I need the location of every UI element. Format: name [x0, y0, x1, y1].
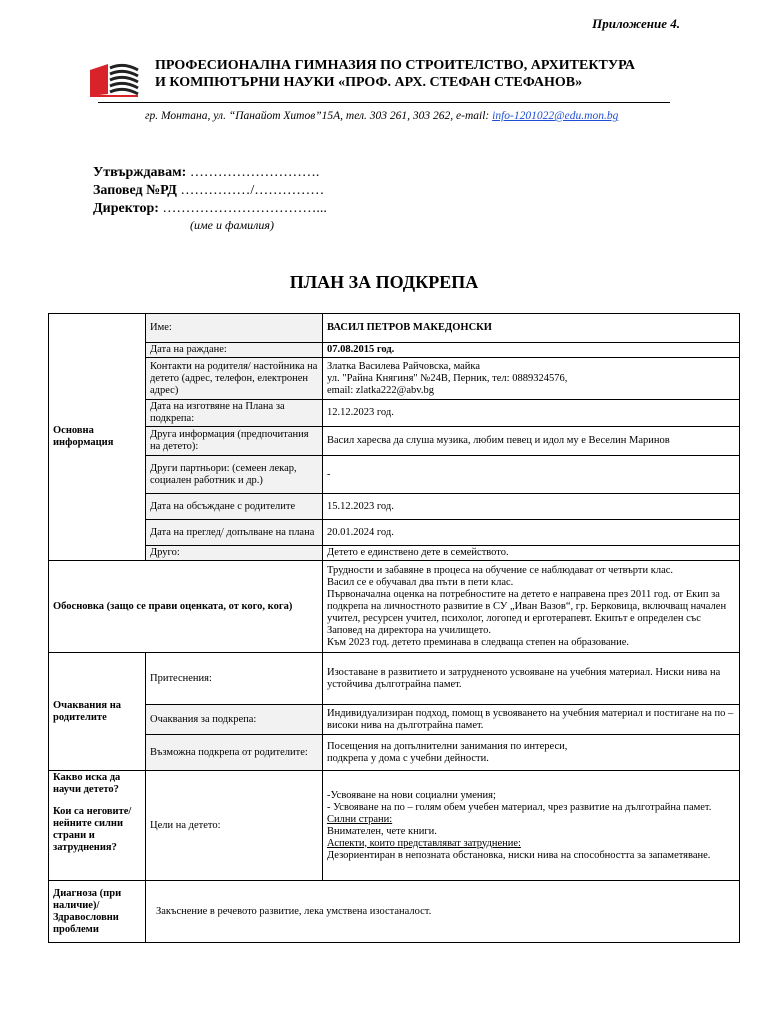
table-row — [49, 653, 740, 705]
school-name-line1: ПРОФЕСИОНАЛНА ГИМНАЗИЯ ПО СТРОИТЕЛСТВО, АРХИТЕКТУРА — [155, 58, 635, 73]
row-label: Притеснения: — [146, 653, 323, 705]
row-label: Цели на детето: — [146, 771, 323, 881]
appendix-label: Приложение 4. — [592, 16, 680, 31]
table-row — [49, 314, 740, 343]
table-row — [49, 520, 740, 546]
table-row — [49, 705, 740, 735]
other-value: Детето е единствено дете в семейството. — [323, 546, 740, 561]
address-text: гр. Монтана, ул. “Панайот Хитов”15А, тел. 303 261, 303 262, e-mail: — [145, 110, 493, 122]
support-plan-table — [48, 313, 740, 943]
concerns-value: Изоставане в развитието и затрудненото усвояване на учебния материал. Ниски нива на устойчива дълготрайна памет. — [323, 653, 740, 705]
expectations-category: Очаквания на родителите — [49, 653, 146, 771]
school-name-line2: И КОМПЮТЪРНИ НАУКИ «ПРОФ. АРХ. СТЕФАН СТЕФАНОВ» — [155, 75, 583, 90]
row-label: Дата на изготвяне на Плана за подкрепа: — [146, 400, 323, 427]
row-label: Друго: — [146, 546, 323, 561]
table-row — [49, 735, 740, 771]
rationale-category: Обосновка (защо се прави оценката, от кого, кога) — [49, 561, 323, 653]
school-name — [155, 57, 635, 91]
row-label: Име: — [146, 314, 323, 343]
table-row — [49, 771, 740, 881]
school-address — [145, 110, 618, 122]
table-row — [49, 427, 740, 456]
approve-line: Утвърждавам: ………………………. — [93, 165, 320, 180]
goals-category: Какво иска да научи детето? Кои са неговите/ нейните силни страни и затруднения? — [49, 771, 146, 881]
row-label: Други партньори: (семеен лекар, социален работник и др.) — [146, 456, 323, 494]
diagnosis-category: Диагноза (при наличие)/ Здравословни проблеми — [49, 881, 146, 943]
row-label: Дата на обсъждане с родителите — [146, 494, 323, 520]
table-row — [49, 881, 740, 943]
birth-date-value: 07.08.2015 год. — [323, 343, 740, 358]
basic-info-category: Основна информация — [49, 314, 146, 561]
table-row — [49, 400, 740, 427]
row-label: Друга информация (предпочитания на детето): — [146, 427, 323, 456]
other-info-value: Васил харесва да слуша музика, любим певец и идол му е Веселин Маринов — [323, 427, 740, 456]
table-row — [49, 343, 740, 358]
header-divider — [98, 102, 670, 103]
director-line: Директор: ……………………………... — [93, 201, 327, 216]
page-title: ПЛАН ЗА ПОДКРЕПА — [289, 272, 479, 292]
goals-value: -Усвояване на нови социални умения; - Усвояване на по – голям обем учебен материал, чрез развитие на дълготрайна памет. Силни страни: Внимателен, чете книги. Аспекти, които представляват затруднение: Дезориентиран в непозната обстановка, ниски нива на способността за запаметяване. — [323, 771, 740, 881]
name-hint: (име и фамилия) — [190, 218, 274, 232]
school-logo-icon — [88, 60, 140, 98]
row-label: Дата на раждане: — [146, 343, 323, 358]
child-name-value: ВАСИЛ ПЕТРОВ МАКЕДОНСКИ — [323, 314, 740, 343]
plan-date-value: 12.12.2023 год. — [323, 400, 740, 427]
table-row — [49, 358, 740, 400]
row-label: Възможна подкрепа от родителите: — [146, 735, 323, 771]
review-date-value: 20.01.2024 год. — [323, 520, 740, 546]
table-row — [49, 494, 740, 520]
diagnosis-value: Закъснение в речевото развитие, лека умствена изостаналост. — [146, 881, 740, 943]
row-label: Контакти на родителя/ настойника на детето (адрес, телефон, електронен адрес) — [146, 358, 323, 400]
partners-value: - — [323, 456, 740, 494]
order-line: Заповед №РД ……………/…………… — [93, 183, 325, 198]
row-label: Очаквания за подкрепа: — [146, 705, 323, 735]
discussion-date-value: 15.12.2023 год. — [323, 494, 740, 520]
contacts-value: Златка Василева Райчовска, майка ул. "Райна Княгиня" №24В, Перник, тел: 0889324576, email: zlatka222@abv.bg — [323, 358, 740, 400]
email-link[interactable]: info-1201022@edu.mon.bg — [492, 110, 619, 122]
table-row — [49, 456, 740, 494]
table-row — [49, 546, 740, 561]
parent-support-value: Посещения на допълнителни занимания по интереси, подкрепа у дома с учебни дейности. — [323, 735, 740, 771]
table-row — [49, 561, 740, 653]
support-expectations-value: Индивидуализиран подход, помощ в усвояването на учебния материал и постигане на по – високи нива на дълготрайна памет. — [323, 705, 740, 735]
row-label: Дата на преглед/ допълване на плана — [146, 520, 323, 546]
rationale-value: Трудности и забавяне в процеса на обучение се наблюдават от четвърти клас. Васил се е обучавал два пъти в пети клас. Първоначална оценка на потребностите на детето е направена през 2011 год. от Екип за подкрепа на личностното развитие в СУ „Иван Вазов“, гр. Берковица, включващ начален учител, ресурсен учител, психолог, логопед и ерготерапевт. Екипът е определен със Заповед на директора на училището. Към 2023 год. детето преминава в следваща степен на образование. — [323, 561, 740, 653]
